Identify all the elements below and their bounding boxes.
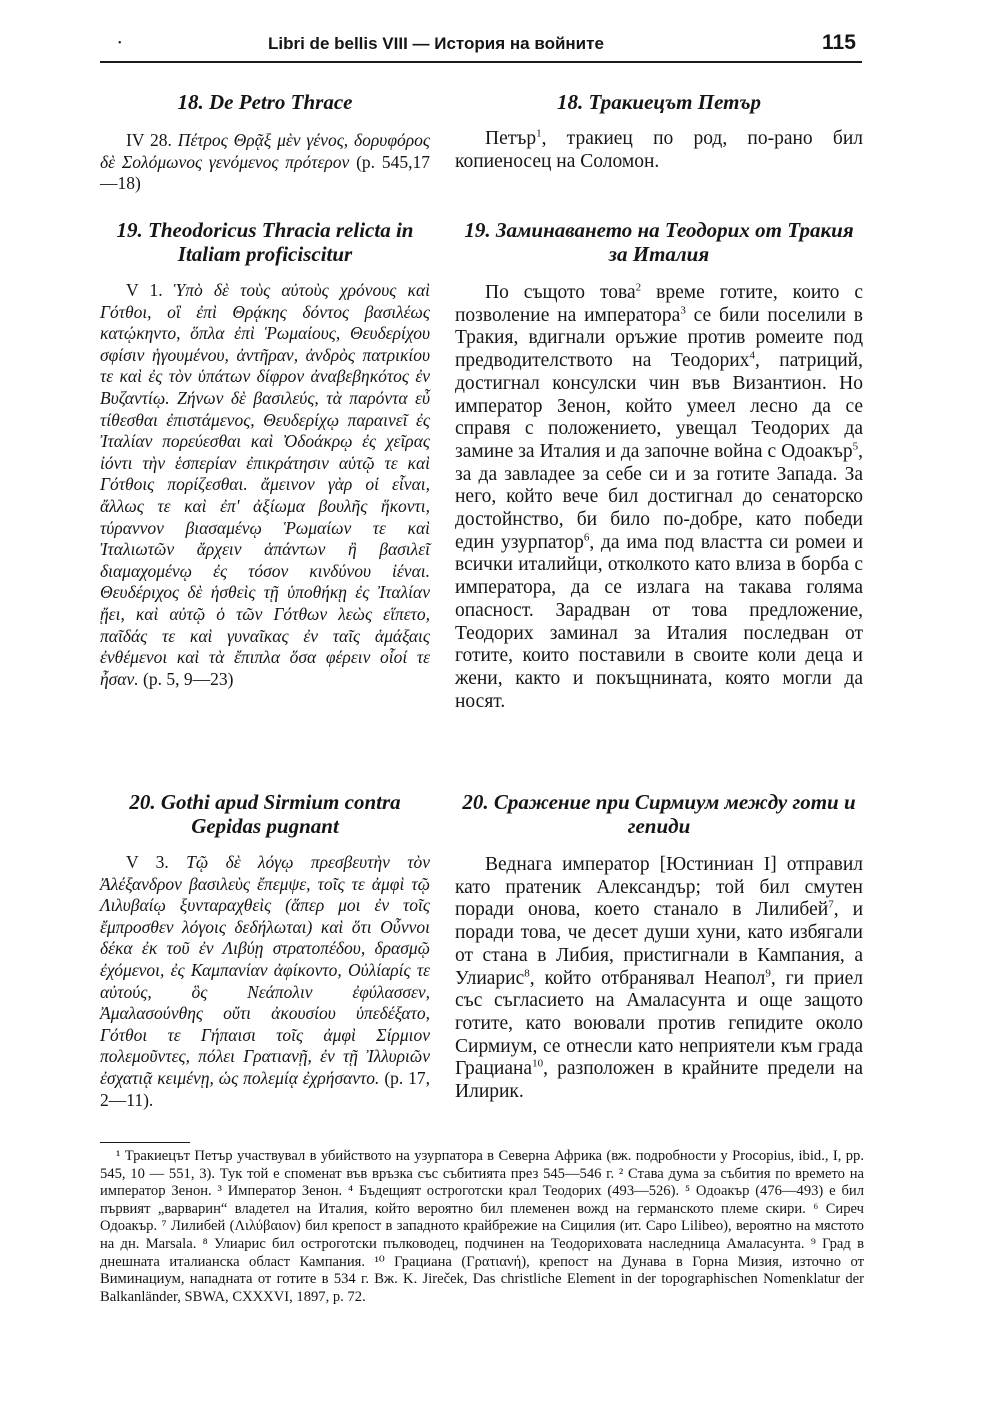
footnote: ⁶ Сиреч Одоакър. (100, 1200, 864, 1235)
bg-text-part: време готите, които с позволение на императора (455, 282, 863, 326)
bg-text-part: По същото това (485, 282, 636, 303)
latin-ref: V 3. (126, 852, 169, 872)
section-title-bulgarian: 18. Тракиецът Петър (556, 90, 762, 114)
footnote: ² Става дума за събития по времето на император Зенон. (100, 1165, 865, 1200)
bg-text-part: , тракиец по род, по-рано бил копиеносец на Соломон. (455, 128, 863, 172)
latin-ref: IV 28. (126, 130, 172, 150)
footnote-ref: 4 (749, 349, 755, 362)
footnote-ref: 10 (532, 1057, 544, 1070)
footnote-rule (100, 1142, 190, 1143)
bg-text-part: , патриций, достигнал консулски чин във Византион. Но император Зенон, който умеел лесно да се справя с положението, увещал Теодорих да замине за Италия и да започне война с Одоакър (455, 350, 863, 462)
latin-text (100, 280, 430, 690)
section-title-bulgarian: 19. Заминаването на Теодорих от Тракия за Италия (464, 218, 854, 266)
footnote-ref: 9 (765, 967, 771, 980)
footnote: ⁷ Лилибей (Λιλύβαιον) бил крепост в западното крайбрежие на Сицилия (ит. Capo Lilibeo), вероятно на мястото на дн. Marsala. (100, 1218, 864, 1252)
latin-text (100, 130, 430, 195)
bulgarian-text (455, 282, 863, 713)
bg-text-part: , ги приел със съгласието на Амаласунта и още защото готите, като воювали против гепидите около Сирмиум, се отнесли като неприятели към града Грациана (455, 967, 863, 1080)
latin-cite: (p. 17, 2—11). (100, 1067, 431, 1110)
footnote-ref: 1 (536, 127, 542, 140)
header-mark: • (118, 38, 122, 49)
footnote: ⁹ Град в днешната италианска област Кампания. (100, 1235, 864, 1270)
section-18-latin (100, 90, 430, 195)
footnote-ref: 3 (680, 304, 686, 317)
footnote: ¹ Тракиецът Петър участвувал в убийството на узурпатора в Северна Африка (вж. подробности у Procopius, ibid., I, pp. 545, 10 — 551, 3). Тук той е споменат във връзка със събитията през 545—546 г. (100, 1148, 864, 1182)
bg-text-part: , разположен в крайните предели на Илирик. (455, 1058, 863, 1103)
latin-cite: (p. 5, 9—23) (143, 668, 234, 689)
bulgarian-text (455, 854, 863, 1104)
bg-text-part: , да има под властта си ромеи и всички италийци, отколкото като влиза в борба с императора, да се излага на такава голяма опасност. Зарадван от това предложение, Теодорих заминал за Италия последван от готите, които поставили в своите коли деца и жени, както и покъщнината, която могли да носят. (455, 531, 863, 712)
bg-text-part: Петър (485, 128, 537, 149)
bulgarian-text (455, 128, 863, 173)
greek-text: Ὑπὸ δὲ τοὺς αὐτοὺς χρόνους καὶ Γότθοι, οἳ ἐπὶ Θρᾴκης δόντος βασιλέως κατῴκηντο, ὅπλα ἐπὶ Ῥωμαίους, Θευδερίχου σφίσιν ἡγουμένου, ἀντῆραν, ἀνδρὸς πατρικίου τε καὶ ἐς τὸν ὑπάτων δίφρον ἀναβεβηκότος ἐν Βυζαντίῳ. Ζήνων δὲ βασιλεύς, τὰ παρόντα εὖ τίθεσθαι ἐπιστάμενος, Θευδερίχῳ παραινεῖ ἐς Ἰταλίαν πορεύεσθαι καὶ Ὀδοάκρῳ ἐς χεῖρας ἰόντι τὴν ἑσπερίαν ἐπικράτησιν αὑτῷ τε καὶ Γότθοις πορίζεσθαι. ἄμεινον γὰρ οἱ εἶναι, ἄλλως τε καὶ ἐπ' ἀξίωμα βουλῆς ἥκοντι, τύραννον βιασαμένῳ Ῥωμαίων τε καὶ Ἰταλιωτῶν ἄρχειν ἁπάντων ἢ βασιλεῖ διαμαχομένῳ ἐς τόσον κινδύνου ἰέναι. Θευδέριχος δὲ ἡσθεὶς τῇ ὑποθήκῃ ἐς Ἰταλίαν ᾔει, καὶ αὐτῷ ὁ τῶν Γότθων λεὼς εἵπετο, παῖδάς τε καὶ γυναῖκας ἐν ταῖς ἁμάξαις ἐνθέμενοι καὶ τὰ ἔπιπλα ὅσα φέρειν οἷοί τε ἦσαν. (100, 280, 430, 689)
greek-text: Πέτρος Θρᾷξ μὲν γένος, δορυφόρος δὲ Σολόμωνος γενόμενος πρότερον (100, 130, 430, 172)
footnote-ref: 6 (583, 531, 590, 544)
footnote-ref: 8 (524, 967, 530, 980)
latin-text (100, 852, 430, 1111)
section-19-latin (100, 218, 430, 690)
footnote-ref: 7 (828, 898, 834, 911)
page-number: 115 (822, 31, 856, 54)
section-19-bulgarian (455, 218, 863, 713)
greek-text: Τῷ δὲ λόγῳ πρεσβευτὴν τὸν Ἀλέξανδρον βασιλεὺς ἔπεμψε, τοῖς τε ἀμφὶ τῷ Λιλυβαίῳ ξυνταραχθεὶς (ἅπερ μοι ἐν τοῖς ἔμπροσθεν λόγοις δεδήλωται) καὶ ὅτι Οὖννοι δέκα ἐκ τοῦ ἐν Λιβύῃ στρατοπέδου, δρασμῷ ἐχόμενοι, ἐς Καμπανίαν ἀφίκοντο, Οὐλίαρίς τε αὐτούς, ὃς Νεάπολιν ἐφύλασσεν, Ἀμαλασούνθης οὔτι ἀκουσίου ὑπεδέξατο, Γότθοι τε Γήπαισι τοῖς ἀμφὶ Σίρμιον πολεμοῦντες, πόλει Γρατιανῇ, ἐν τῇ Ἰλλυριῶν ἐσχατιᾷ κειμένῃ, ὡς πολεμίᾳ ἐχρήσαντο. (100, 852, 431, 1088)
header-rule (100, 61, 862, 63)
footnote: ⁴ Бъдещият остроготски крал Теодорих (493—526). (348, 1183, 680, 1200)
section-title-latin: 20. Gothi apud Sirmium contra Gepidas pugnant (129, 790, 401, 838)
section-20-bulgarian (455, 790, 863, 1104)
footnotes (100, 1148, 864, 1306)
section-18-bulgarian (455, 90, 863, 173)
bg-text-part: се били поселили в Тракия, вдигнали оръжие против ромеите под предводителството на Теодорих (455, 304, 863, 372)
footnote: ⁸ Улиарис бил остроготски пълководец, подчинен на Теодориховата наследница Амаласунта. (202, 1235, 805, 1252)
section-20-latin (100, 790, 430, 1111)
section-title-latin: 18. De Petro Thrace (177, 90, 353, 114)
bg-text-part: , който отбранявал Неапол (529, 967, 766, 989)
footnote-ref: 2 (635, 281, 642, 294)
footnote-ref: 5 (852, 440, 859, 453)
footnote: ⁵ Одоакър (476—493) е бил първият „варварин“ владетел на Италия, който вероятно бил племенен вожд на германското племе скири. (100, 1183, 864, 1217)
bg-text-part: , и поради това, че десет души хуни, като избягали от стана в Либия, пристигнали в Кампания, а Улиарис (455, 899, 864, 989)
running-header (0, 30, 1000, 64)
section-title-latin: 19. Theodoricus Thracia relicta in Italiam proficiscitur (116, 218, 414, 266)
section-title-bulgarian: 20. Сражение при Сирмиум между готи и гепиди (462, 790, 856, 838)
latin-cite: (p. 545,17—18) (100, 151, 430, 194)
footnote: ¹⁰ Грациана (Γρατιανή), крепост на Дунава в Горна Мизия, източно от Виминациум, нападната от готите в 534 г. Вж. K. Jireček, Das christliche Element in der topographischen Nomenklatur der Balkanländer, SBWA, CXXXVI, 1897, p. 72. (100, 1253, 864, 1305)
footnote: ³ Император Зенон. (217, 1183, 343, 1200)
latin-ref: V 1. (126, 280, 163, 300)
bg-text-part: Веднага император [Юстиниан I] отправил като пратеник Александър; той бил смутен поради онова, което станало в Лилибей (455, 854, 863, 921)
running-title: Libri de bellis VIII — История на войните (268, 34, 604, 53)
bg-text-part: , за да завладее за себе си и за готите Запада. За него, който вече бил достигнал до сенаторско достойнство, би било по-добре, като победи един узурпатор (455, 440, 863, 553)
footnote-block (100, 1148, 864, 1306)
